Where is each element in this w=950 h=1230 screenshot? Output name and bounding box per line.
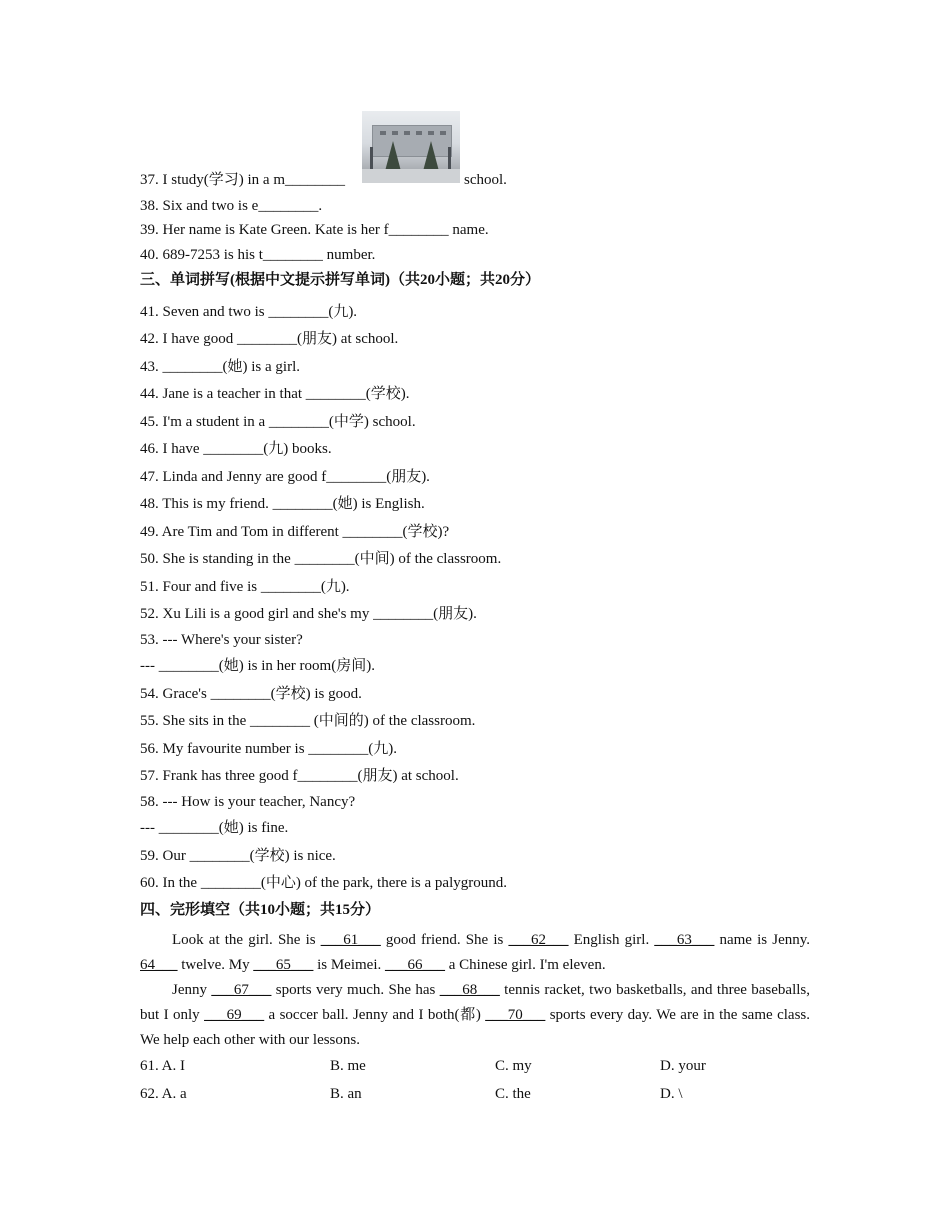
question-58-answer: --- ________(她) is fine. xyxy=(140,820,289,836)
cloze-paragraph-2: Jenny ___67___ sports very much. She has ___68___ tennis racket, two basketballs, and three baseballs, but I only ___69___ a soccer ball. Jenny and I both(都) ___70___ sports every day. We are in the same class. We help each other with our lessons. xyxy=(140,982,811,1048)
question-58: 58. --- How is your teacher, Nancy? xyxy=(140,794,356,810)
question-39: 39. Her name is Kate Green. Kate is her f________ name. xyxy=(140,222,489,238)
question-42: 42. I have good ________(朋友) at school. xyxy=(140,331,399,347)
question-54: 54. Grace's ________(学校) is good. xyxy=(140,686,362,702)
option-61-c: C. my xyxy=(495,1058,532,1074)
blank-66: ___66___ xyxy=(385,957,445,973)
option-61-a: 61. A. I xyxy=(140,1058,185,1074)
question-50: 50. She is standing in the ________(中间) of the classroom. xyxy=(140,551,502,567)
question-57: 57. Frank has three good f________(朋友) at school. xyxy=(140,768,459,784)
school-photo xyxy=(362,111,460,183)
question-44: 44. Jane is a teacher in that ________(学校). xyxy=(140,386,410,402)
blank-65: ___65___ xyxy=(253,957,314,973)
question-45: 45. I'm a student in a ________(中学) school. xyxy=(140,414,416,430)
cloze-paragraph-1: Look at the girl. She is ___61___ good friend. She is ___62___ English girl. ___63___ name is Jenny. 64___ twelve. My ___65___ is Meimei. ___66___ a Chinese girl. I'm eleven. xyxy=(140,932,810,973)
question-46: 46. I have ________(九) books. xyxy=(140,441,332,457)
option-62-b: B. an xyxy=(330,1086,362,1102)
blank-67: ___67___ xyxy=(211,982,272,998)
blank-68: ___68___ xyxy=(439,982,500,998)
blank-64: 64___ xyxy=(140,957,178,973)
question-59: 59. Our ________(学校) is nice. xyxy=(140,848,336,864)
question-53-answer: --- ________(她) is in her room(房间). xyxy=(140,658,375,674)
option-61-d: D. your xyxy=(660,1058,706,1074)
section-4-title: 四、完形填空（共10小题；共15分） xyxy=(140,902,381,918)
option-62-d: D. \ xyxy=(660,1086,683,1102)
question-40: 40. 689-7253 is his t________ number. xyxy=(140,247,376,263)
question-47: 47. Linda and Jenny are good f________(朋友). xyxy=(140,469,430,485)
blank-62: ___62___ xyxy=(508,932,569,948)
question-37-tail: school. xyxy=(464,172,507,188)
question-37-text: 37. I study(学习) in a m________ xyxy=(140,172,345,188)
question-56: 56. My favourite number is ________(九). xyxy=(140,741,398,757)
question-60: 60. In the ________(中心) of the park, there is a palyground. xyxy=(140,875,507,891)
blank-61: ___61___ xyxy=(320,932,381,948)
question-48: 48. This is my friend. ________(她) is English. xyxy=(140,496,425,512)
option-62-a: 62. A. a xyxy=(140,1086,187,1102)
option-62-c: C. the xyxy=(495,1086,531,1102)
section-3-title: 三、单词拼写(根据中文提示拼写单词)（共20小题；共20分） xyxy=(140,272,540,288)
blank-70: ___70___ xyxy=(485,1007,546,1023)
option-61-b: B. me xyxy=(330,1058,366,1074)
question-53: 53. --- Where's your sister? xyxy=(140,632,303,648)
question-49: 49. Are Tim and Tom in different ________(学校)? xyxy=(140,524,450,540)
question-41: 41. Seven and two is ________(九). xyxy=(140,304,358,320)
question-52: 52. Xu Lili is a good girl and she's my ________(朋友). xyxy=(140,606,477,622)
question-51: 51. Four and five is ________(九). xyxy=(140,579,350,595)
question-55: 55. She sits in the ________ (中间的) of the classroom. xyxy=(140,713,476,729)
blank-63: ___63___ xyxy=(654,932,715,948)
question-43: 43. ________(她) is a girl. xyxy=(140,359,300,375)
question-38: 38. Six and two is e________. xyxy=(140,198,323,214)
blank-69: ___69___ xyxy=(204,1007,265,1023)
